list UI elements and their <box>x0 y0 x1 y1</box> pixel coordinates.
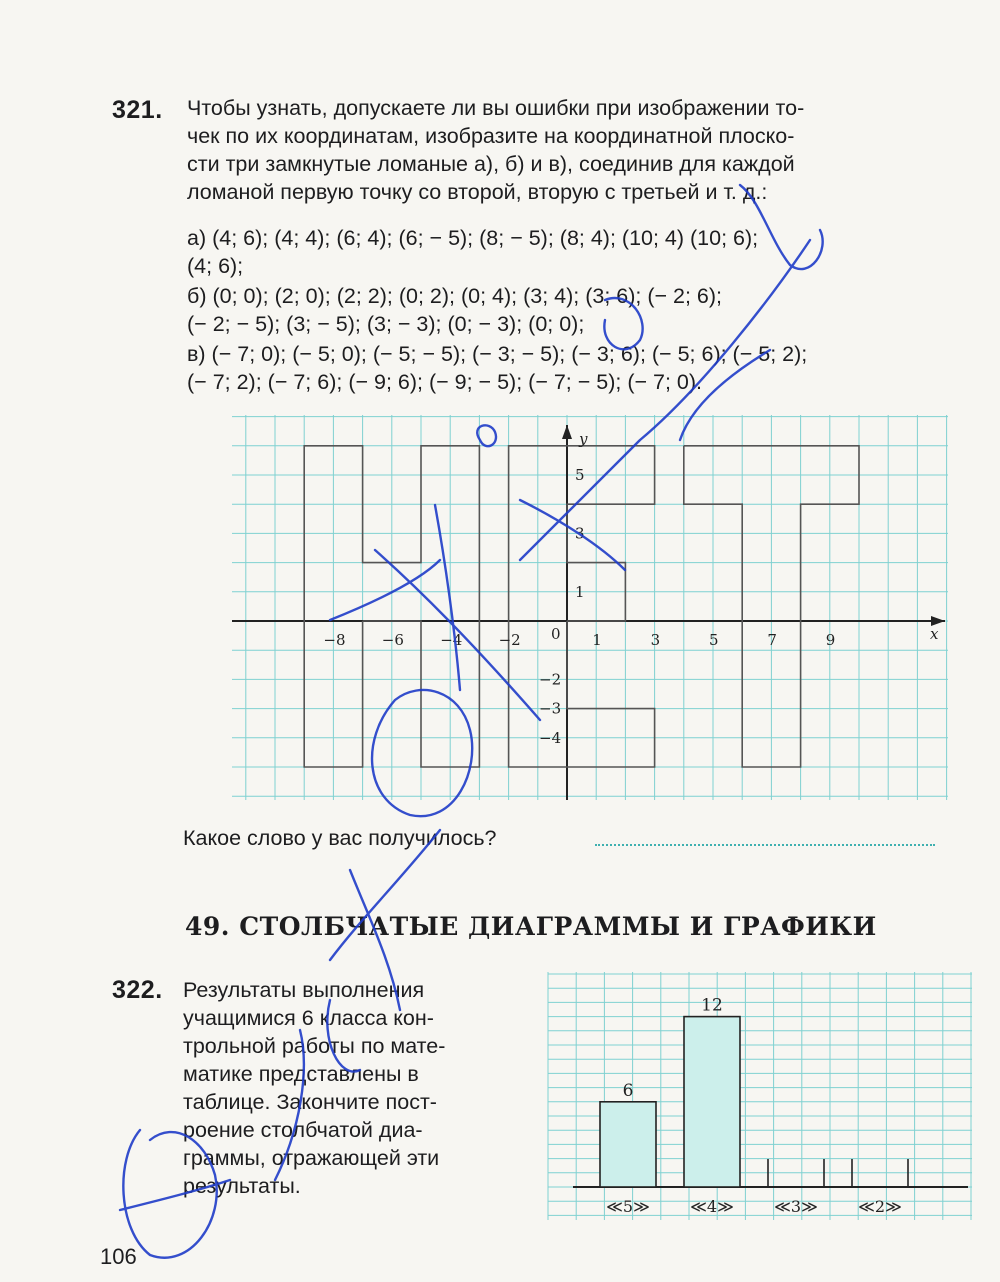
ex321-b-line-1: б) (0; 0); (2; 0); (2; 2); (0; 2); (0; 4); (3; 4); (3; 6); (− 2; 6); <box>187 284 723 308</box>
y-tick-label: −2 <box>539 670 562 689</box>
ex321-text-line-4: ломаной первую точку со второй, вторую с третьей и т. д.: <box>187 180 768 204</box>
x-tick-label: −2 <box>498 631 521 649</box>
y-tick-label: 5 <box>575 466 585 484</box>
ex321-text-line-3: сти три замкнутые ломаные а), б) и в), соединив для каждой <box>187 152 795 176</box>
x-tick-label: −8 <box>323 631 346 649</box>
ex321-v-line-1: в) (− 7; 0); (− 5; 0); (− 5; − 5); (− 3; − 5); (− 3; 6); (− 5; 6); (− 5; 2); <box>187 342 808 366</box>
ex321-text-line-2: чек по их координатам, изобразите на координатной плоско- <box>187 124 795 148</box>
ex322-text-line-5: таблице. Закончите пост- <box>183 1090 437 1114</box>
y-axis-label: y <box>579 430 588 448</box>
ex321-text-line-1: Чтобы узнать, допускаете ли вы ошибки при изображении то- <box>187 96 805 120</box>
category-label: ≪2≫ <box>858 1197 902 1216</box>
ex322-text-line-1: Результаты выполнения <box>183 978 425 1002</box>
x-axis-label: x <box>930 625 939 643</box>
x-tick-label: −6 <box>381 631 404 649</box>
x-tick-label: 1 <box>592 631 602 649</box>
origin-label: 0 <box>551 625 561 643</box>
ex322-text-line-8: результаты. <box>183 1174 301 1198</box>
x-tick-label: 9 <box>825 631 836 649</box>
x-tick-label: 3 <box>650 631 661 649</box>
y-tick-label: 3 <box>575 524 585 543</box>
y-tick-label: −4 <box>539 728 562 747</box>
ex321-a-line-1: а) (4; 6); (4; 4); (6; 4); (6; − 5); (8; − 5); (8; 4); (10; 4) (10; 6); <box>187 226 759 250</box>
exercise-321-number: 321. <box>112 96 163 124</box>
bar <box>600 1102 656 1187</box>
ex321-v-line-2: (− 7; 2); (− 7; 6); (− 9; 6); (− 9; − 5); (− 7; − 5); (− 7; 0). <box>187 370 703 394</box>
ex322-text-line-7: граммы, отражающей эти <box>183 1146 440 1170</box>
category-label: ≪5≫ <box>606 1197 650 1216</box>
category-label: ≪3≫ <box>774 1197 818 1216</box>
page-number: 106 <box>100 1244 137 1269</box>
ex322-text-line-6: роение столбчатой диа- <box>183 1118 423 1142</box>
category-label: ≪4≫ <box>690 1197 734 1216</box>
bar-value-label: 6 <box>622 1080 634 1101</box>
section-heading: 49. СТОЛБЧАТЫЕ ДИАГРАММЫ И ГРАФИКИ <box>185 912 877 941</box>
exercise-322-number: 322. <box>112 976 163 1004</box>
y-tick-label: −3 <box>539 699 562 718</box>
ex322-text-line-4: матике представлены в <box>183 1062 419 1086</box>
ex321-a-line-2: (4; 6); <box>187 254 244 278</box>
ex321-b-line-2: (− 2; − 5); (3; − 5); (3; − 3); (0; − 3); (0; 0); <box>187 312 585 336</box>
bar <box>684 1017 740 1187</box>
y-tick-label: 1 <box>575 582 585 601</box>
bar-value-label: 12 <box>701 995 723 1016</box>
x-tick-label: 5 <box>709 631 719 649</box>
ex322-text-line-3: трольной работы по мате- <box>183 1034 446 1058</box>
x-tick-label: −4 <box>440 631 463 649</box>
ex322-text-line-2: учащимися 6 класса кон- <box>183 1006 434 1030</box>
ex321-question: Какое слово у вас получилось? <box>183 826 497 850</box>
x-tick-label: 7 <box>767 631 777 649</box>
